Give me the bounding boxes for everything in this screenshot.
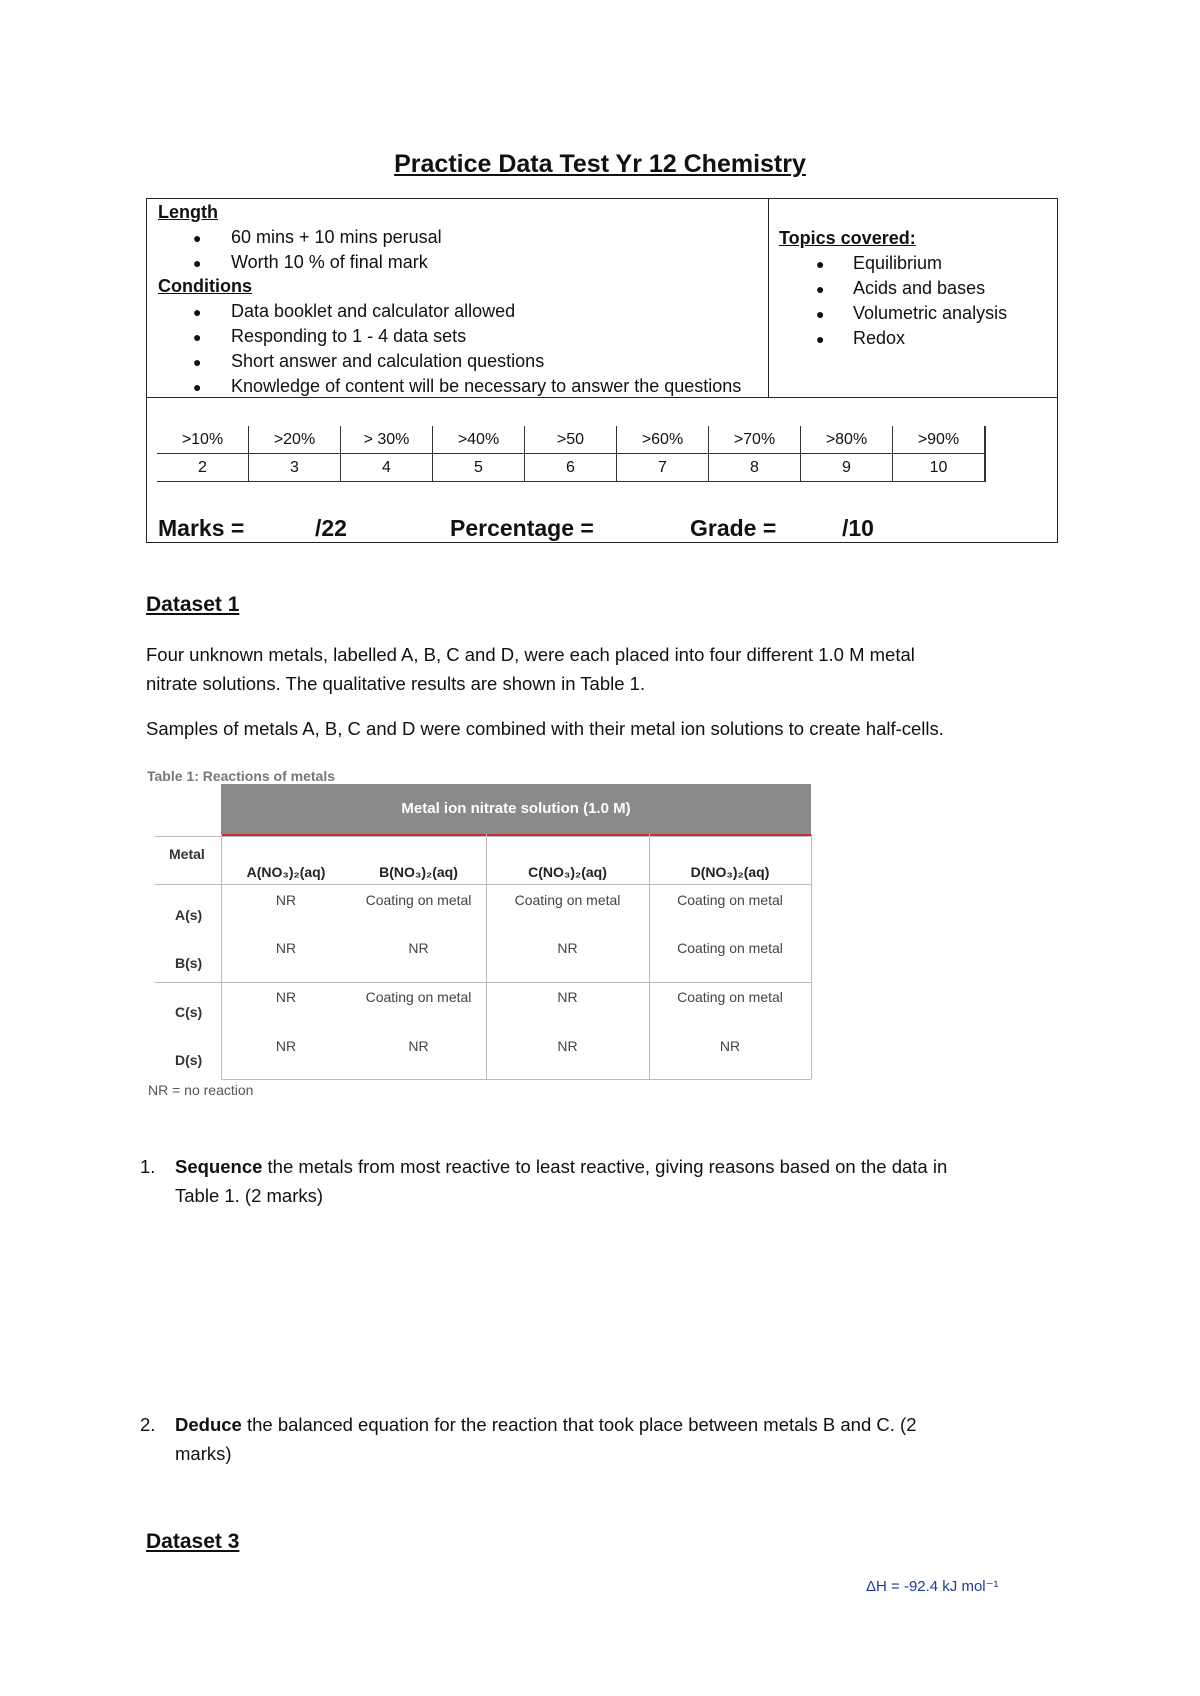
table-banner: Metal ion nitrate solution (1.0 M) [221, 784, 811, 836]
question-number: 1. [140, 1156, 156, 1177]
topic-item: Equilibrium [853, 253, 943, 273]
grade-value-cell: 4 [341, 454, 433, 482]
grade-value-cell: 8 [709, 454, 801, 482]
table-cell: NR [408, 1038, 429, 1054]
question-verb: Sequence [175, 1156, 263, 1177]
grade-value-cell: 2 [157, 454, 249, 482]
table-cell: Coating on metal [365, 892, 472, 908]
grade-value-cell: 10 [893, 454, 986, 482]
column-header: B(NO₃)₂(aq) [379, 864, 458, 880]
topic-item: Acids and bases [853, 278, 986, 298]
column-header: D(NO₃)₂(aq) [690, 864, 770, 880]
table-line [811, 834, 812, 1079]
grade-percent-cell: >20% [249, 426, 341, 454]
dataset1-paragraph-line: Four unknown metals, labelled A, B, C and D, were each placed into four different 1.0 M metal [146, 644, 915, 665]
topic-bullet: ● [816, 331, 825, 347]
grade-value-cell: 6 [525, 454, 617, 482]
question-text: the metals from most reactive to least reactive, giving reasons based on the data in [262, 1156, 948, 1177]
table-cell: NR [275, 940, 297, 956]
grade-percent-cell: >90% [893, 426, 986, 454]
question-verb: Deduce [175, 1414, 242, 1435]
marks-label: Marks = [158, 515, 245, 541]
grade-value-cell: 9 [801, 454, 893, 482]
table-footnote: NR = no reaction [148, 1082, 254, 1098]
grade-percent-cell: >60% [617, 426, 709, 454]
conditions-item-bullet: ● [193, 304, 202, 320]
table-cell: NR [408, 940, 429, 956]
question-1-line-2: Table 1. (2 marks) [175, 1185, 324, 1206]
table-cell: NR [275, 989, 297, 1005]
marks-out-of: /22 [315, 515, 347, 541]
topic-item: Redox [853, 328, 906, 348]
dataset1-heading: Dataset 1 [146, 593, 240, 616]
table-cell: Coating on metal [677, 989, 783, 1005]
table-line [155, 982, 811, 983]
table-cell: NR [275, 892, 297, 908]
length-item-bullet: ● [193, 230, 202, 246]
conditions-item: Data booklet and calculator allowed [231, 301, 516, 321]
table-cell: NR [275, 1038, 297, 1054]
grade-label: Grade = [690, 515, 777, 541]
question-2-line-2: marks) [175, 1443, 232, 1464]
grade-percent-cell: >50 [525, 426, 617, 454]
grade-out-of: /10 [842, 515, 874, 541]
question-text: the balanced equation for the reaction that took place between metals B and C. (2 [241, 1414, 917, 1435]
length-label: Length [158, 202, 218, 222]
topic-bullet: ● [816, 306, 825, 322]
table-line [155, 836, 811, 837]
grade-value-cell: 3 [249, 454, 341, 482]
info-divider-horizontal [146, 397, 1058, 398]
grade-percent-cell: > 30% [341, 426, 433, 454]
page-title: Practice Data Test Yr 12 Chemistry [394, 150, 806, 178]
table-cell: Coating on metal [677, 892, 783, 908]
conditions-item-bullet: ● [193, 354, 202, 370]
question-1-line [175, 1152, 947, 1181]
conditions-item: Responding to 1 - 4 data sets [231, 326, 467, 346]
conditions-label: Conditions [158, 276, 252, 296]
info-divider-vertical [768, 198, 769, 398]
topic-item: Volumetric analysis [853, 303, 1008, 323]
dataset1-paragraph-2: Samples of metals A, B, C and D were combined with their metal ion solutions to create half-cells. [146, 718, 944, 739]
grade-value-cell: 5 [433, 454, 525, 482]
row-label: A(s) [175, 907, 203, 923]
length-item: 60 mins + 10 mins perusal [231, 227, 442, 247]
grade-table-percent-row [157, 426, 985, 454]
table-cell: NR [557, 989, 578, 1005]
topic-bullet: ● [816, 256, 825, 272]
question-2-line [175, 1410, 916, 1439]
table-cell: NR [557, 1038, 578, 1054]
row-label: C(s) [175, 1004, 203, 1020]
table-line [221, 1079, 811, 1080]
conditions-item-bullet: ● [193, 379, 202, 395]
row-label: B(s) [175, 955, 203, 971]
topic-bullet: ● [816, 281, 825, 297]
table-cell: Coating on metal [514, 892, 621, 908]
table-cell: NR [719, 1038, 741, 1054]
grade-value-cell: 7 [617, 454, 709, 482]
table-cell: Coating on metal [365, 989, 472, 1005]
column-header: C(NO₃)₂(aq) [528, 864, 607, 880]
reactions-table [155, 784, 811, 1079]
grade-percent-cell: >70% [709, 426, 801, 454]
table-cell: Coating on metal [677, 940, 783, 956]
dataset1-paragraph-line: nitrate solutions. The qualitative results are shown in Table 1. [146, 673, 646, 694]
grade-table [157, 426, 986, 482]
grade-percent-cell: >40% [433, 426, 525, 454]
conditions-item: Knowledge of content will be necessary to answer the questions [231, 376, 742, 396]
length-item: Worth 10 % of final mark [231, 252, 428, 272]
conditions-item-bullet: ● [193, 329, 202, 345]
table-caption: Table 1: Reactions of metals [147, 768, 336, 784]
enthalpy-change: ΔH = -92.4 kJ mol⁻¹ [866, 1578, 999, 1595]
length-item-bullet: ● [193, 255, 202, 271]
row-label: D(s) [175, 1052, 203, 1068]
table-line [155, 884, 811, 885]
metal-header: Metal [169, 846, 205, 862]
topics-label: Topics covered: [779, 228, 916, 248]
grade-table-grade-row [157, 454, 985, 482]
grade-percent-cell: >80% [801, 426, 893, 454]
percentage-label: Percentage = [450, 515, 594, 541]
column-header: A(NO₃)₂(aq) [246, 864, 326, 880]
conditions-item: Short answer and calculation questions [231, 351, 545, 371]
table-cell: NR [557, 940, 578, 956]
dataset3-heading: Dataset 3 [146, 1530, 240, 1553]
question-number: 2. [140, 1414, 156, 1435]
grade-percent-cell: >10% [157, 426, 249, 454]
